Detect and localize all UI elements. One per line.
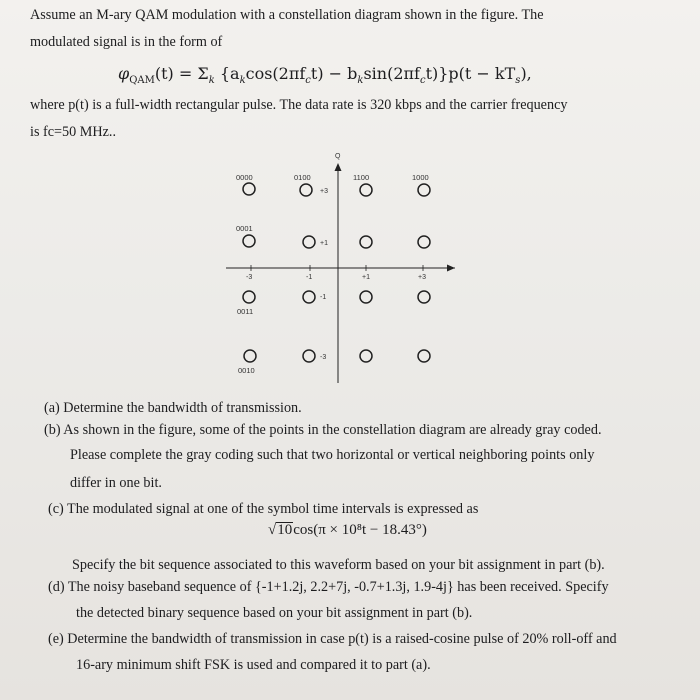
label-0010: 0010 <box>238 366 255 375</box>
label-0011: 0011 <box>237 307 254 316</box>
point-1000 <box>418 184 430 196</box>
label-1000: 1000 <box>412 173 429 182</box>
point-0000 <box>243 183 255 195</box>
point-r2c3 <box>360 236 372 248</box>
point-r3c2 <box>303 291 315 303</box>
qam-formula: $\varphi_{QAM}(t) = \Sigma_k$ $\{a_k\cos(2\pi f_ct) - b_k\sin(2\pi f_ct)\}p(t - kT_s)$, <box>118 64 532 87</box>
question-b-line-3: differ in one bit. <box>70 475 162 491</box>
question-e-line-2: 16-ary minimum shift FSK is used and compared it to part (a). <box>76 657 431 673</box>
point-0100 <box>300 184 312 196</box>
intro-line-1: Assume an M-ary QAM modulation with a constellation diagram shown in the figure. The <box>30 7 544 23</box>
question-a: (a) Determine the bandwidth of transmission. <box>44 400 302 416</box>
q-axis-label: Q <box>335 153 341 160</box>
point-0011 <box>243 291 255 303</box>
point-r4c3 <box>360 350 372 362</box>
question-b-line-2: Please complete the gray coding such that two horizontal or vertical neighboring points only <box>70 447 595 463</box>
x-tick-pos3: +3 <box>418 274 426 281</box>
label-1100: 1100 <box>353 173 370 182</box>
desc-line-2: is fc=50 MHz.. <box>30 124 117 140</box>
question-d-line-2: the detected binary sequence based on your bit assignment in part (b). <box>76 605 473 621</box>
question-d-line-1: (d) The noisy baseband sequence of {-1+1.2j, 2.2+7j, -0.7+1.3j, 1.9-4j} has been received. Specify <box>48 579 609 595</box>
question-b-line-1: (b) As shown in the figure, some of the points in the constellation diagram are already gray coded. <box>44 422 602 438</box>
q-axis-arrow <box>335 163 342 171</box>
point-r2c4 <box>418 236 430 248</box>
x-tick-neg1: -1 <box>306 274 313 281</box>
desc-line-1: where p(t) is a full-width rectangular pulse. The data rate is 320 kbps and the carrier frequency <box>30 97 568 113</box>
point-0001 <box>243 235 255 247</box>
point-r4c4 <box>418 350 430 362</box>
question-e-line-1: (e) Determine the bandwidth of transmission in case p(t) is a raised-cosine pulse of 20% roll-off and <box>48 631 617 647</box>
x-tick-neg3: -3 <box>246 274 253 281</box>
i-axis-arrow <box>447 265 455 272</box>
intro-line-2: modulated signal is in the form of <box>30 34 223 50</box>
point-0010 <box>244 350 256 362</box>
label-0100: 0100 <box>294 173 311 182</box>
label-0001: 0001 <box>236 224 253 233</box>
point-r2c2 <box>303 236 315 248</box>
x-tick-pos1: +1 <box>362 274 370 281</box>
y-tick-neg3: -3 <box>320 354 327 361</box>
point-r3c4 <box>418 291 430 303</box>
label-0000: 0000 <box>236 173 253 182</box>
y-tick-pos3: +3 <box>320 188 328 195</box>
point-1100 <box>360 184 372 196</box>
y-tick-pos1: +1 <box>320 240 328 247</box>
question-c-line-2: Specify the bit sequence associated to this waveform based on your bit assignment in part (b). <box>72 557 605 573</box>
y-tick-neg1: -1 <box>320 294 327 301</box>
question-c-line-1: (c) The modulated signal at one of the symbol time intervals is expressed as <box>48 501 479 517</box>
waveform-equation: √10cos(π × 10⁸t − 18.43°) <box>268 522 427 538</box>
point-r4c2 <box>303 350 315 362</box>
point-r3c3 <box>360 291 372 303</box>
